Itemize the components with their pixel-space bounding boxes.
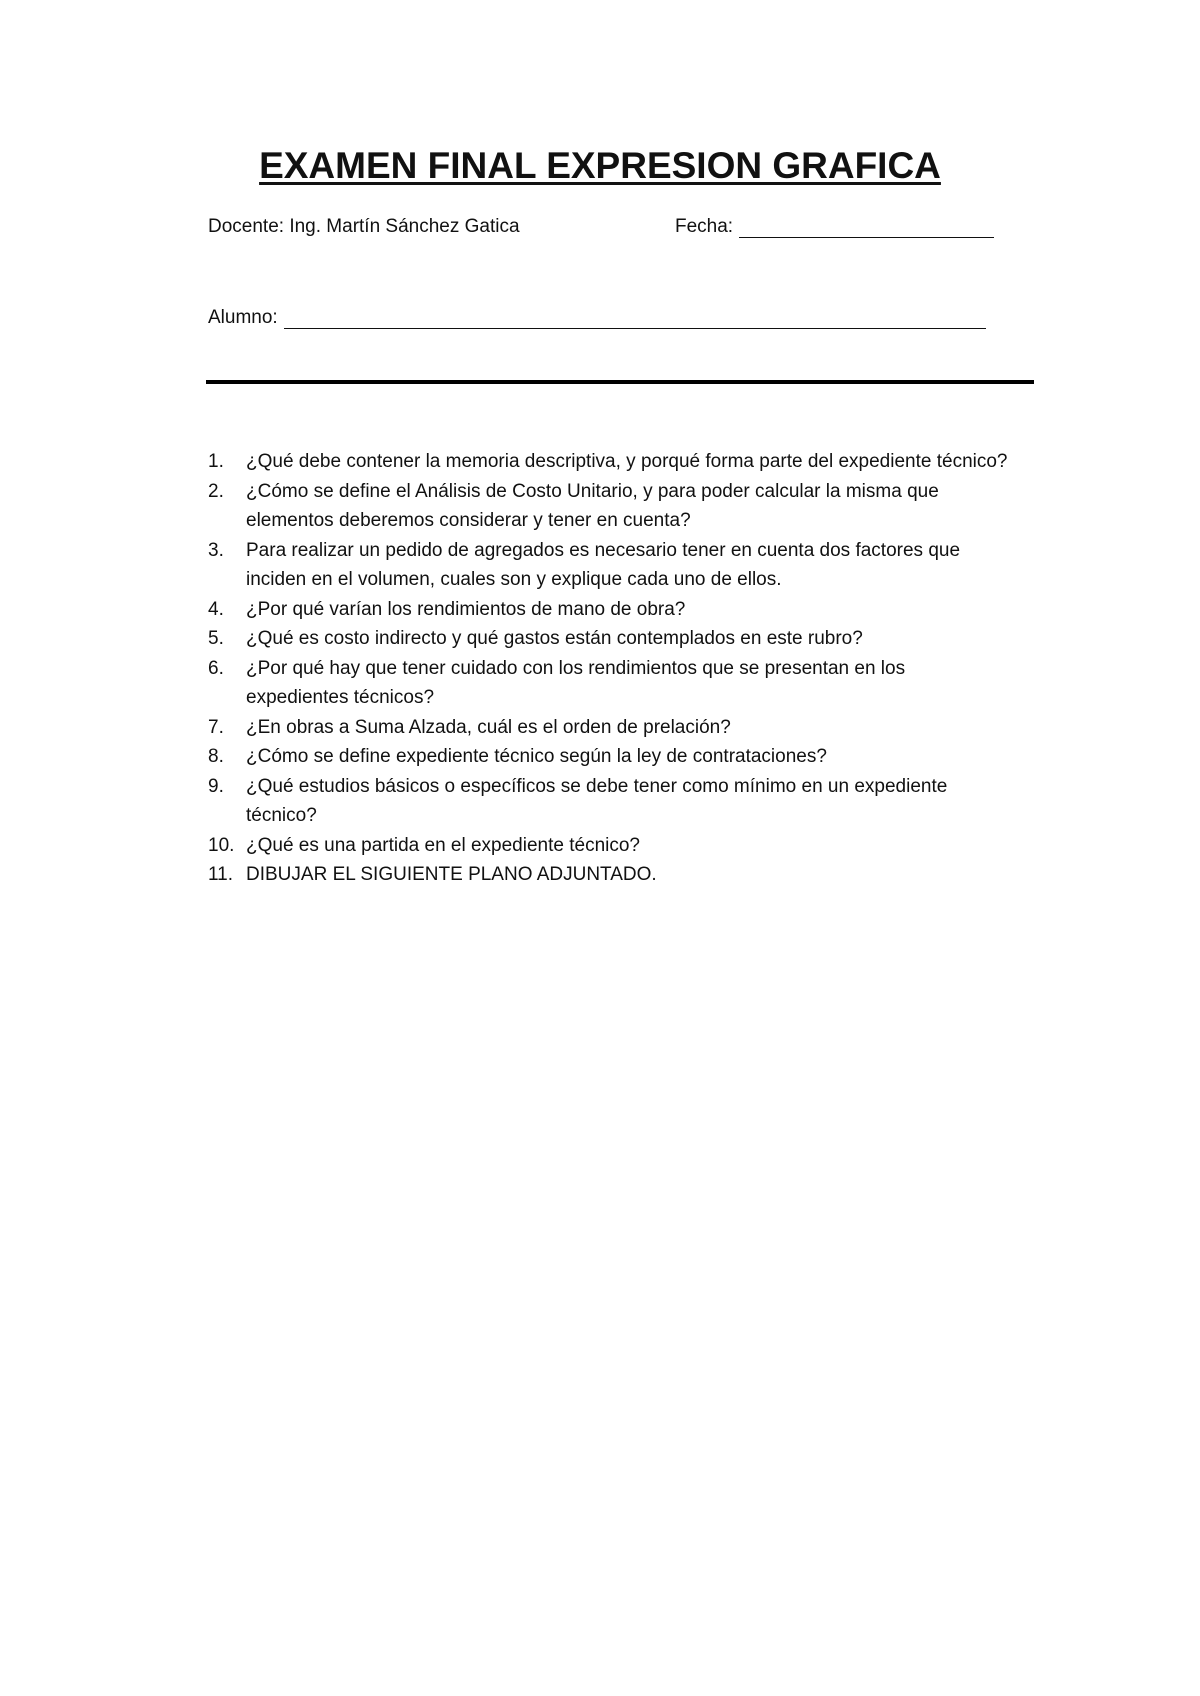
question-number: 9. bbox=[208, 775, 224, 797]
question-text: ¿Cómo se define expediente técnico según la ley de contrataciones? bbox=[246, 746, 827, 767]
question-text: ¿Cómo se define el Análisis de Costo Unitario, y para poder calcular la misma que elementos deberemos considerar y tener en cuenta? bbox=[246, 480, 939, 531]
question-item bbox=[208, 447, 1008, 477]
question-text: Para realizar un pedido de agregados es necesario tener en cuenta dos factores que inciden en el volumen, cuales son y explique cada uno de ellos. bbox=[246, 539, 961, 590]
header-divider bbox=[206, 380, 1034, 384]
page-title: EXAMEN FINAL EXPRESION GRAFICA bbox=[259, 145, 941, 186]
question-item bbox=[208, 654, 1008, 713]
question-number: 2. bbox=[208, 480, 224, 502]
fecha-label: Fecha: bbox=[675, 216, 734, 237]
question-number: 7. bbox=[208, 716, 224, 738]
question-text: ¿En obras a Suma Alzada, cuál es el orden de prelación? bbox=[246, 716, 731, 738]
question-item bbox=[208, 713, 1008, 743]
alumno-field bbox=[208, 307, 986, 329]
question-item bbox=[208, 860, 1008, 890]
question-number: 3. bbox=[208, 539, 224, 561]
alumno-label: Alumno: bbox=[208, 307, 278, 328]
alumno-blank-line bbox=[284, 308, 986, 329]
question-text: ¿Qué estudios básicos o específicos se debe tener como mínimo en un expediente técnico? bbox=[246, 775, 948, 826]
question-text: ¿Por qué hay que tener cuidado con los rendimientos que se presentan en los expedientes técnicos? bbox=[246, 657, 906, 708]
question-number: 4. bbox=[208, 598, 224, 620]
question-text: DIBUJAR EL SIGUIENTE PLANO ADJUNTADO. bbox=[246, 864, 657, 885]
fecha-blank-line bbox=[739, 217, 994, 238]
question-number: 6. bbox=[208, 657, 224, 679]
question-number: 10. bbox=[208, 834, 235, 856]
question-item bbox=[208, 595, 1008, 625]
question-number: 11. bbox=[208, 864, 234, 885]
question-number: 8. bbox=[208, 746, 224, 767]
question-item bbox=[208, 477, 1008, 536]
question-item bbox=[208, 831, 1008, 861]
docente-line: Docente: Ing. Martín Sánchez Gatica bbox=[208, 216, 520, 237]
question-text: ¿Qué es una partida en el expediente técnico? bbox=[246, 834, 640, 856]
question-item bbox=[208, 624, 1008, 654]
question-number: 5. bbox=[208, 628, 224, 649]
question-text: ¿Por qué varían los rendimientos de mano de obra? bbox=[246, 598, 686, 620]
fecha-field bbox=[675, 216, 994, 238]
question-item bbox=[208, 536, 1008, 595]
question-text: ¿Qué es costo indirecto y qué gastos están contemplados en este rubro? bbox=[246, 628, 863, 649]
question-list bbox=[208, 447, 1008, 890]
question-item bbox=[208, 772, 1008, 831]
question-number: 1. bbox=[208, 451, 224, 472]
question-text: ¿Qué debe contener la memoria descriptiva, y porqué forma parte del expediente técnico? bbox=[246, 451, 1008, 472]
question-item bbox=[208, 742, 1008, 772]
